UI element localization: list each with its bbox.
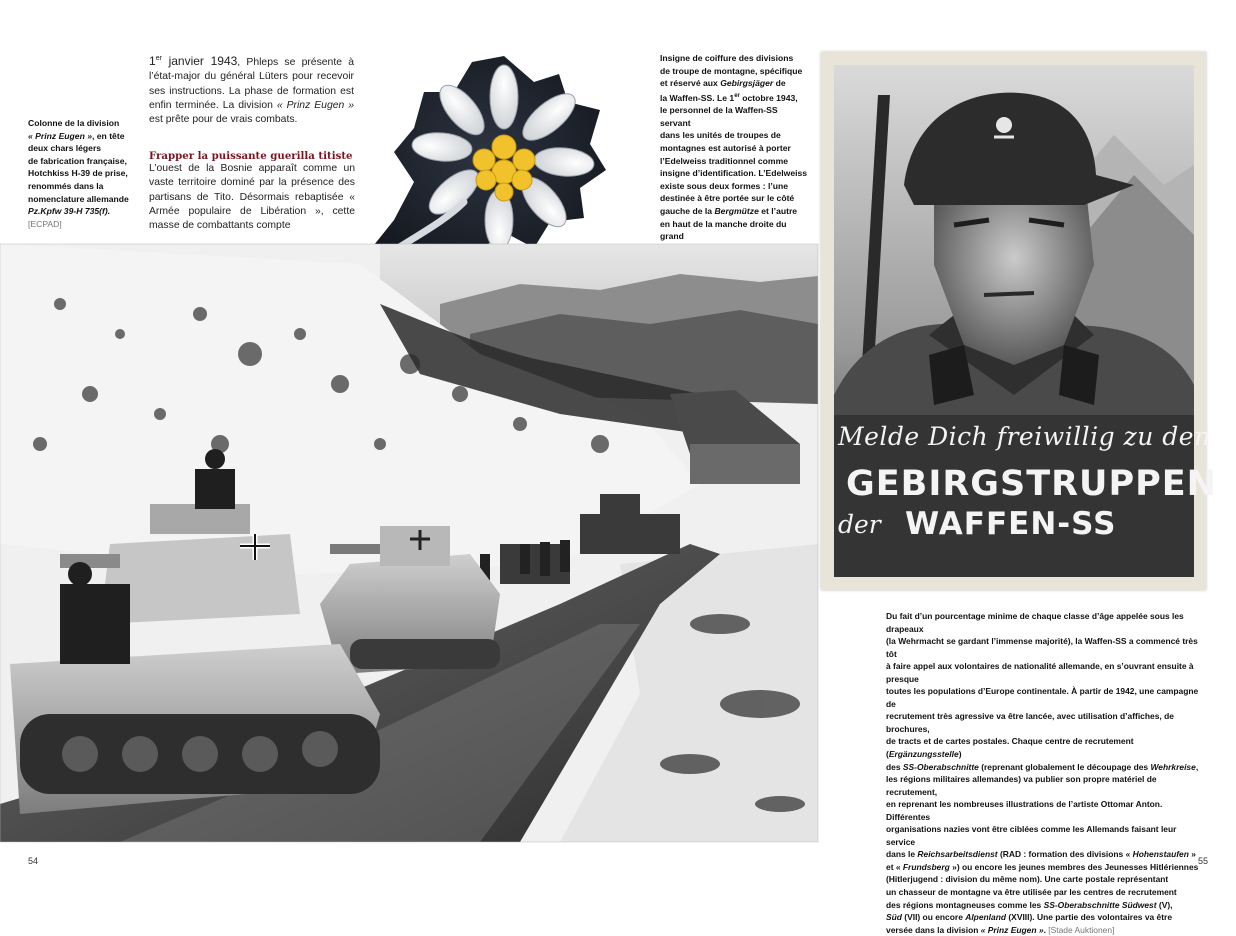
edelweiss-insignia-image xyxy=(354,52,610,274)
photo-credit: [Stade Auktionen] xyxy=(1045,924,1115,935)
page-number-right: 55 xyxy=(1198,856,1209,866)
page-number-left: 54 xyxy=(28,856,39,866)
tank-designation: Pz.Kpfw 39-H 735(f). xyxy=(28,206,111,217)
poster-slogan-der: der xyxy=(838,510,881,539)
section-heading: Frapper la puissante guerilla titiste xyxy=(149,150,353,162)
body-paragraph: L’ouest de la Bosnie apparaît comme un vaste territoire dominé par la présence des partisans de Tito. Désormais rebaptisée « Armée populaire de Libération », cette masse de combattants compte xyxy=(149,163,355,232)
tank-column-photo xyxy=(0,244,818,842)
poster-slogan-waffen: WAFFEN-SS xyxy=(905,506,1117,542)
intro-paragraph: 1er janvier 1943, Phleps se présente à l’état-major du général Lüters pour recevoir ses instructions. La phase de formation est enfin terminée. La division « Prinz Eugen » est prête pour de vrais combats. xyxy=(149,54,355,126)
insignia-caption: Insigne de coiffure des divisions de troupe de montagne, spécifique et réservé aux Gebirgsjäger de la Waffen-SS. Le 1er octobre 1943, le personnel de la Waffen-SS servant dans les unités de troupes de montagnes est autorisé à porter l’Edelweiss traditionnel comme insigne d’identification. L’Edelweiss existe sous deux formes : l’une destinée à être portée sur le côté gauche de la Bergmütze et l’autre en haut de la manche droite du grand xyxy=(660,52,810,255)
poster-slogan-script: Melde Dich freiwillig zu den xyxy=(838,422,1211,451)
poster-slogan-title: GEBIRGSTRUPPEN xyxy=(846,464,1217,504)
recruitment-caption: Du fait d’un pourcentage minime de chaque classe d’âge appelée sous les drapeaux (la Wehrmacht se gardant l’immense majorité), la Waffen-SS a commencé très tôt à faire appel aux volontaires de nationalité allemande, en s’ouvrant ensuite à presque toutes les populations d’Europe continentale. À partir de 1942, une campagne de recrutement très agressive va être lancée, avec utilisation d’affiches, de brochures, de tracts et de cartes postales. Chaque centre de recrutement (Ergänzungsstelle) des SS-Oberabschnitte (reprenant globalement le découpage des Wehrkreise, les régions militaires allemandes) va publier son propre matériel de recrutement, en reprenant les nombreuses illustrations de l’artiste Ottomar Anton. Différentes organisations nazies vont être ciblées comme les Allemands faisant leur service dans le Reichsarbeitsdienst (RAD : formation des divisions « Hohenstaufen » et « Frundsberg ») ou encore les jeunes membres des Jeunesses Hitlériennes (Hitlerjugend : division du même nom). Une carte postale représentant un chasseur de montagne va être utilisée par les centres de recrutement des régions montagneuses comme les SS-Oberabschnitte Südwest (V), Süd (VII) ou encore Alpenland (XVIII). Une partie des volontaires va être versée dans la division « Prinz Eugen ». [Stade Auktionen] xyxy=(886,611,1199,935)
tank-photo-caption: Colonne de la division « Prinz Eugen », en tête deux chars légers de fabrication française, Hotchkiss H-39 de prise, renommés dans la nomenclature allemande Pz.Kpfw 39-H 735(f). [ECPAD] xyxy=(28,117,150,230)
photo-credit: [ECPAD] xyxy=(28,218,62,229)
